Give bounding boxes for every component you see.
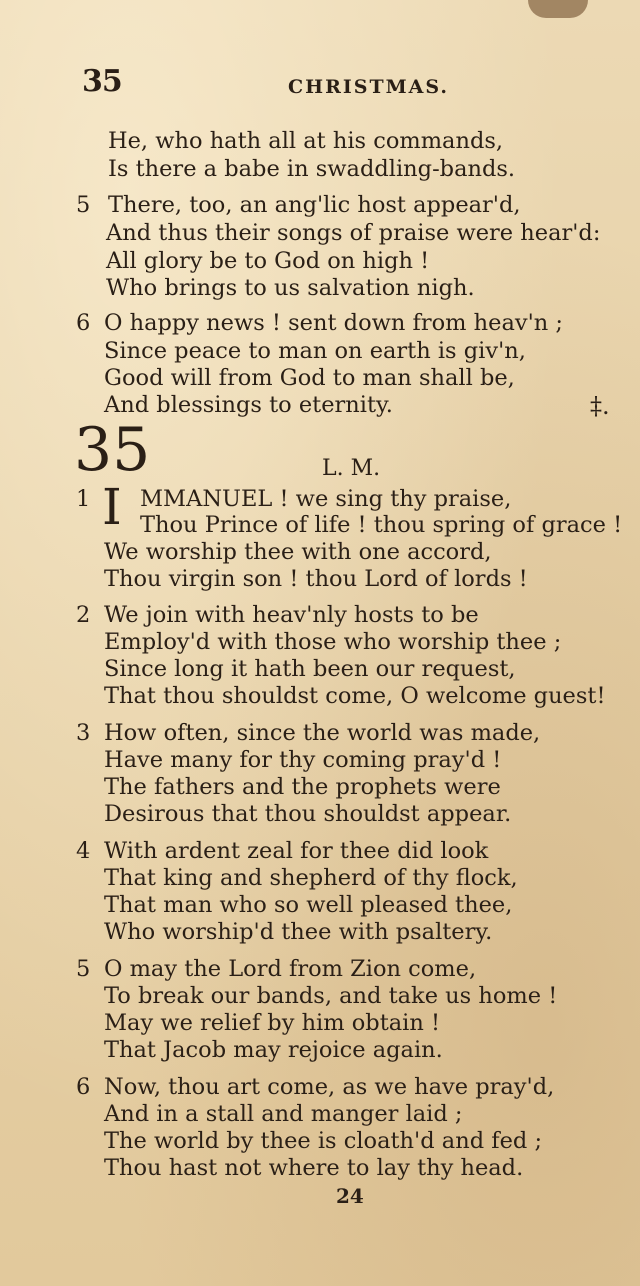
verse-line: And in a stall and manger laid ; [104, 1101, 463, 1127]
verse-line: Desirous that thou shouldst appear. [104, 801, 512, 827]
verse-line: That Jacob may rejoice again. [104, 1037, 443, 1063]
verse-line: With ardent zeal for thee did look [104, 838, 489, 864]
verse-number: 2 [76, 602, 91, 628]
verse-line: Thou hast not where to lay thy head. [104, 1155, 524, 1181]
verse-line: Have many for thy coming pray'd ! [104, 747, 502, 773]
page-number: 35 [82, 64, 122, 99]
verse-line: Since long it hath been our request, [104, 656, 516, 682]
verse-line: The world by thee is cloath'd and fed ; [104, 1128, 543, 1154]
verse-line: And blessings to eternity. [104, 392, 393, 418]
verse-number: 4 [76, 838, 91, 864]
verse-number: 5 [76, 956, 91, 982]
verse-number: 5 [76, 192, 91, 218]
verse-line: That thou shouldst come, O welcome guest! [104, 683, 606, 709]
verse-number: 3 [76, 720, 91, 746]
verse-line: That man who so well pleased thee, [104, 892, 513, 918]
end-mark: ‡. [590, 392, 610, 420]
verse-line: Now, thou art come, as we have pray'd, [104, 1074, 555, 1100]
verse-line: How often, since the world was made, [104, 720, 541, 746]
verse-line: He, who hath all at his commands, [108, 128, 504, 154]
verse-line: The fathers and the prophets were [104, 774, 501, 800]
verse-number: 1 [76, 486, 91, 512]
verse-line: Since peace to man on earth is giv'n, [104, 338, 526, 364]
verse-line: O may the Lord from Zion come, [104, 956, 477, 982]
verse-number: 6 [76, 310, 91, 336]
paper-stain [528, 0, 588, 18]
running-title: CHRISTMAS. [288, 76, 450, 98]
verse-line: O happy news ! sent down from heav'n ; [104, 310, 563, 336]
verse-line: Is there a babe in swaddling-bands. [108, 156, 516, 182]
verse-line: All glory be to God on high ! [106, 248, 430, 274]
hymn-number: 35 [74, 415, 151, 485]
verse-line: There, too, an ang'lic host appear'd, [108, 192, 521, 218]
verse-line: Good will from God to man shall be, [104, 365, 515, 391]
verse-line: MMANUEL ! we sing thy praise, [140, 486, 512, 512]
verse-line: Thou virgin son ! thou Lord of lords ! [104, 566, 528, 592]
signature-mark: 24 [336, 1184, 364, 1208]
verse-line: And thus their songs of praise were hear'd: [106, 220, 601, 246]
verse-line: We join with heav'nly hosts to be [104, 602, 479, 628]
verse-line: To break our bands, and take us home ! [104, 983, 558, 1009]
verse-line: May we relief by him obtain ! [104, 1010, 441, 1036]
verse-line: We worship thee with one accord, [104, 539, 492, 565]
verse-line: Who worship'd thee with psaltery. [104, 919, 493, 945]
drop-cap: I [102, 478, 122, 536]
verse-line: Who brings to us salvation nigh. [106, 275, 475, 301]
meter-label: L. M. [322, 456, 381, 481]
verse-line: That king and shepherd of thy flock, [104, 865, 518, 891]
verse-line: Thou Prince of life ! thou spring of grace ! [140, 512, 623, 538]
verse-line: Employ'd with those who worship thee ; [104, 629, 562, 655]
verse-number: 6 [76, 1074, 91, 1100]
